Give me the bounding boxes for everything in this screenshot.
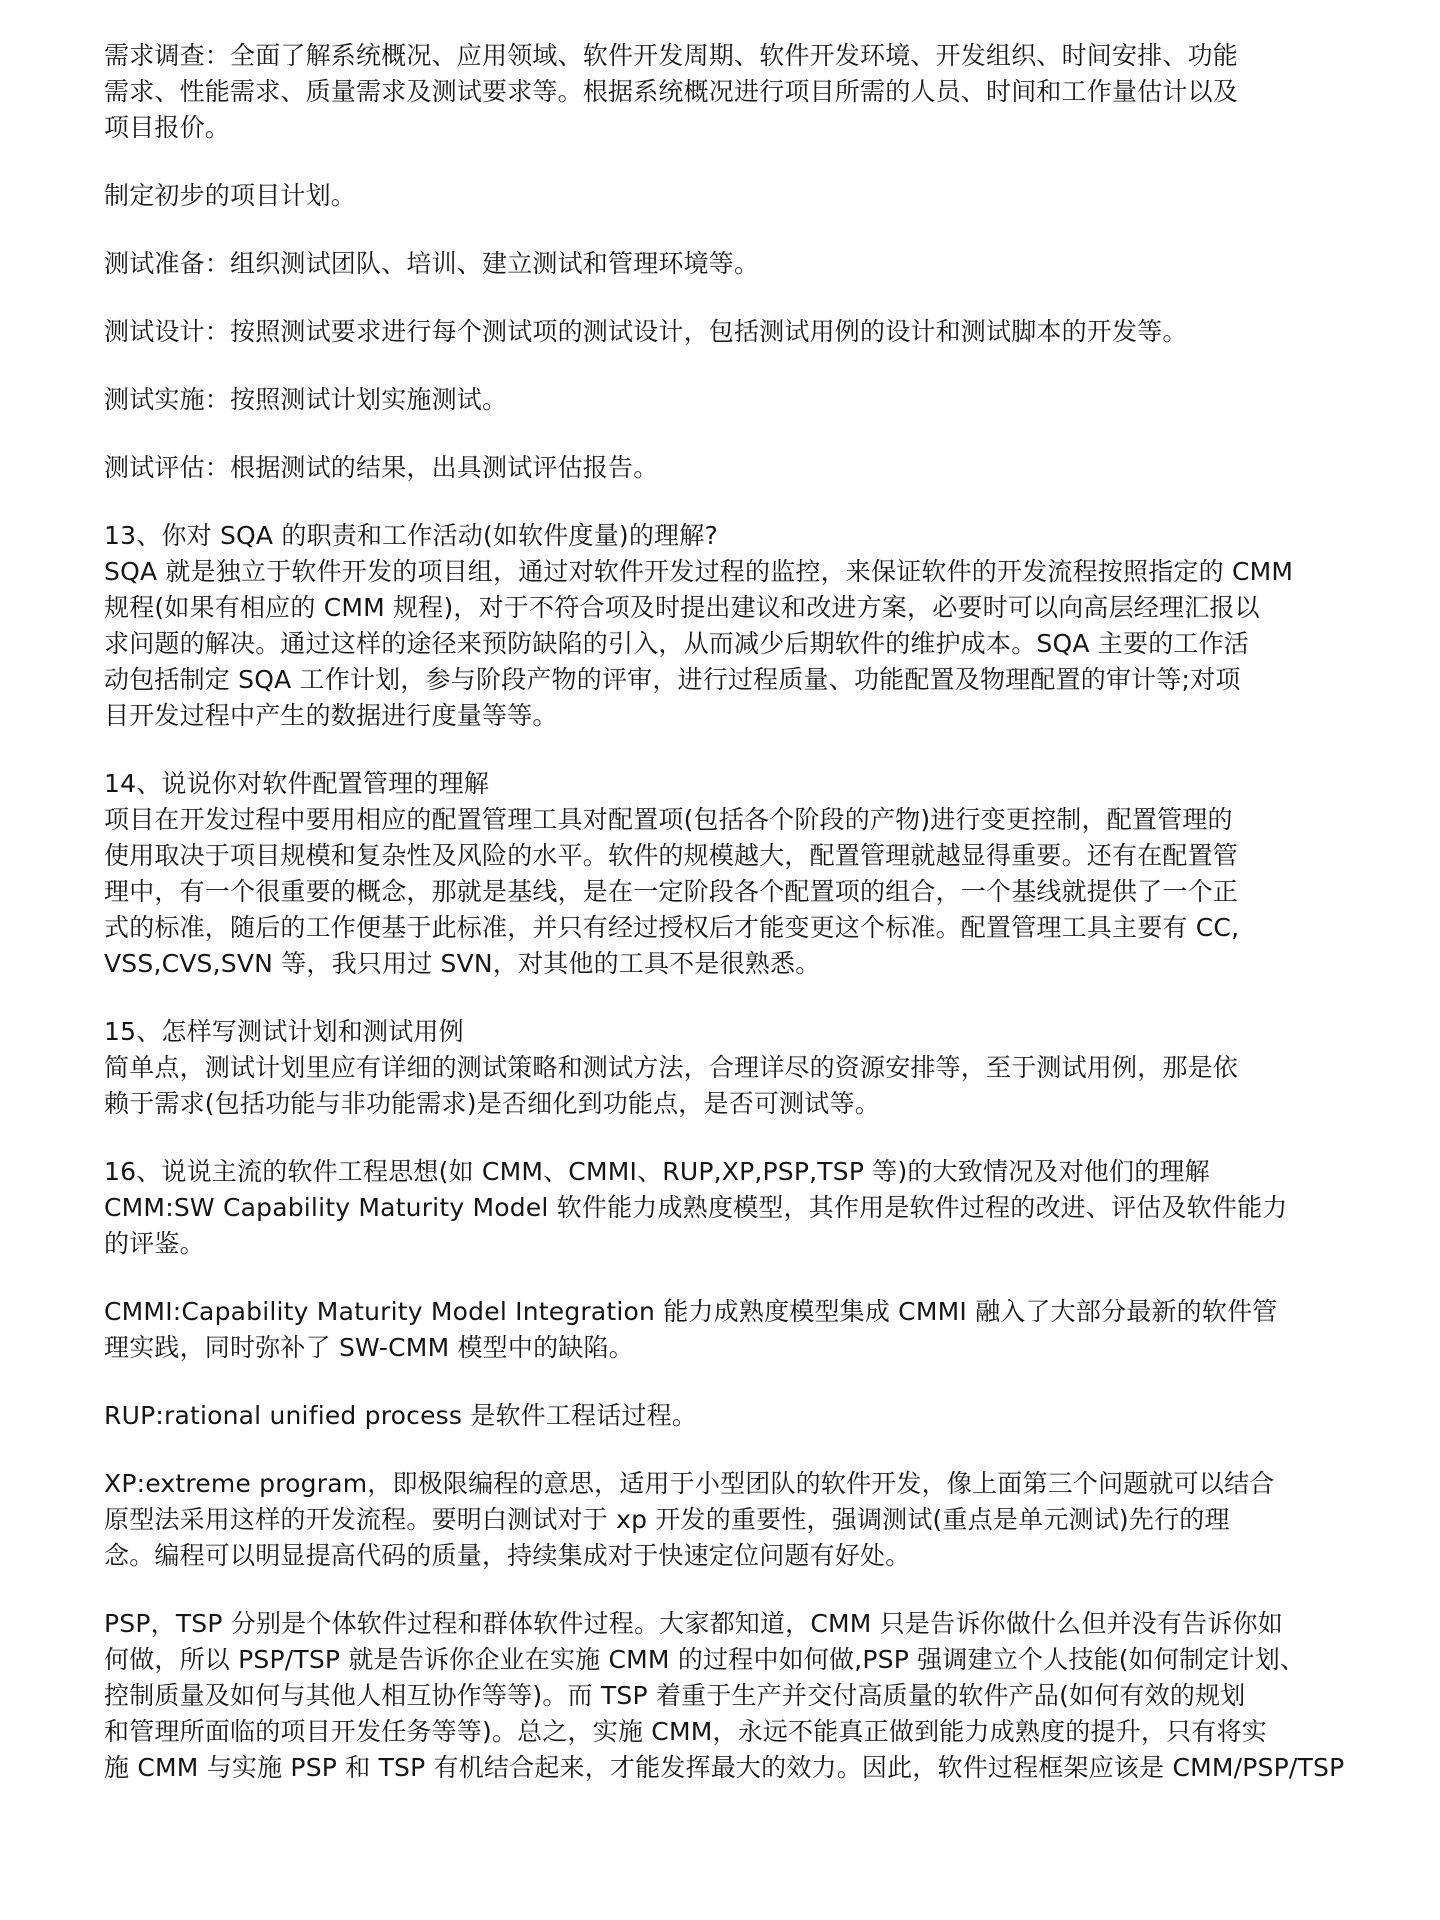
document-page — [104, 38, 1352, 1786]
paragraph-initial-plan — [104, 178, 1352, 214]
text-line: 测试准备：组织测试团队、培训、建立测试和管理环境等。 — [104, 249, 760, 278]
text-line: 使用取决于项目规模和复杂性及风险的水平。软件的规模越大，配置管理就越显得重要。还有在配置管 — [104, 841, 1239, 870]
text-line: 测试实施：按照测试计划实施测试。 — [104, 385, 508, 414]
text-line: 动包括制定 SQA 工作计划，参与阶段产物的评审，进行过程质量、功能配置及物理配置的审计等;对项 — [104, 665, 1241, 694]
section-q15-test-plan — [104, 1014, 1352, 1122]
text-line: 需求、性能需求、质量需求及测试要求等。根据系统概况进行项目所需的人员、时间和工作量估计以及 — [104, 77, 1239, 106]
text-line: 的评鉴。 — [104, 1229, 205, 1258]
text-line: 理中，有一个很重要的概念，那就是基线，是在一定阶段各个配置项的组合，一个基线就提供了一个正 — [104, 877, 1239, 906]
text-line: 项目报价。 — [104, 113, 231, 142]
paragraph-cmmi — [104, 1294, 1352, 1366]
question-heading: 15、怎样写测试计划和测试用例 — [104, 1017, 464, 1046]
paragraph-test-evaluation — [104, 450, 1352, 486]
question-heading: 14、说说你对软件配置管理的理解 — [104, 769, 490, 798]
paragraph-test-preparation — [104, 246, 1352, 282]
text-line: SQA 就是独立于软件开发的项目组，通过对软件开发过程的监控，来保证软件的开发流程按照指定的 CMM — [104, 557, 1294, 586]
text-line: 原型法采用这样的开发流程。要明白测试对于 xp 开发的重要性，强调测试(重点是单元测试)先行的理 — [104, 1505, 1230, 1534]
question-heading: 16、说说主流的软件工程思想(如 CMM、CMMI、RUP,XP,PSP,TSP 等)的大致情况及对他们的理解 — [104, 1157, 1210, 1186]
paragraph-psp-tsp — [104, 1606, 1352, 1786]
text-line: 求问题的解决。通过这样的途径来预防缺陷的引入，从而减少后期软件的维护成本。SQA 主要的工作活 — [104, 629, 1249, 658]
paragraph-requirements-survey — [104, 38, 1352, 146]
text-line: PSP，TSP 分别是个体软件过程和群体软件过程。大家都知道，CMM 只是告诉你做什么但并没有告诉你如 — [104, 1609, 1283, 1638]
text-line: 控制质量及如何与其他人相互协作等等)。而 TSP 着重于生产并交付高质量的软件产品(如何有效的规划 — [104, 1681, 1246, 1710]
text-line: 简单点，测试计划里应有详细的测试策略和测试方法，合理详尽的资源安排等，至于测试用例，那是依 — [104, 1053, 1239, 1082]
text-line: VSS,CVS,SVN 等，我只用过 SVN，对其他的工具不是很熟悉。 — [104, 949, 821, 978]
text-line: CMMI:Capability Maturity Model Integration 能力成熟度模型集成 CMMI 融入了大部分最新的软件管 — [104, 1297, 1278, 1326]
paragraph-test-execution — [104, 382, 1352, 418]
text-line: 和管理所面临的项目开发任务等等)。总之，实施 CMM，永远不能真正做到能力成熟度的提升，只有将实 — [104, 1717, 1267, 1746]
text-line: 制定初步的项目计划。 — [104, 181, 357, 210]
text-line: 施 CMM 与实施 PSP 和 TSP 有机结合起来，才能发挥最大的效力。因此，软件过程框架应该是 CMM/PSP/TSP — [104, 1753, 1345, 1782]
text-line: 测试评估：根据测试的结果，出具测试评估报告。 — [104, 453, 659, 482]
text-line: 测试设计：按照测试要求进行每个测试项的测试设计，包括测试用例的设计和测试脚本的开发等。 — [104, 317, 1188, 346]
text-line: 赖于需求(包括功能与非功能需求)是否细化到功能点，是否可测试等。 — [104, 1089, 880, 1118]
text-line: XP:extreme program，即极限编程的意思，适用于小型团队的软件开发，像上面第三个问题就可以结合 — [104, 1469, 1275, 1498]
paragraph-test-design — [104, 314, 1352, 350]
text-line: 规程(如果有相应的 CMM 规程)，对于不符合项及时提出建议和改进方案，必要时可以向高层经理汇报以 — [104, 593, 1260, 622]
text-line: 念。编程可以明显提高代码的质量，持续集成对于快速定位问题有好处。 — [104, 1541, 911, 1570]
text-line: 理实践，同时弥补了 SW-CMM 模型中的缺陷。 — [104, 1333, 634, 1362]
section-q14-config-management — [104, 766, 1352, 982]
text-line: 需求调查：全面了解系统概况、应用领域、软件开发周期、软件开发环境、开发组织、时间安排、功能 — [104, 41, 1239, 70]
section-q13-sqa — [104, 518, 1352, 734]
section-q16-software-engineering — [104, 1154, 1352, 1262]
paragraph-rup — [104, 1398, 1352, 1434]
text-line: 项目在开发过程中要用相应的配置管理工具对配置项(包括各个阶段的产物)进行变更控制，配置管理的 — [104, 805, 1233, 834]
text-line: CMM:SW Capability Maturity Model 软件能力成熟度模型，其作用是软件过程的改进、评估及软件能力 — [104, 1193, 1288, 1222]
text-line: 何做，所以 PSP/TSP 就是告诉你企业在实施 CMM 的过程中如何做,PSP 强调建立个人技能(如何制定计划、 — [104, 1645, 1306, 1674]
question-heading: 13、你对 SQA 的职责和工作活动(如软件度量)的理解? — [104, 521, 718, 550]
paragraph-xp — [104, 1466, 1352, 1574]
text-line: RUP:rational unified process 是软件工程话过程。 — [104, 1401, 698, 1430]
text-line: 目开发过程中产生的数据进行度量等等。 — [104, 701, 558, 730]
text-line: 式的标准，随后的工作便基于此标准，并只有经过授权后才能变更这个标准。配置管理工具主要有 CC, — [104, 913, 1240, 942]
